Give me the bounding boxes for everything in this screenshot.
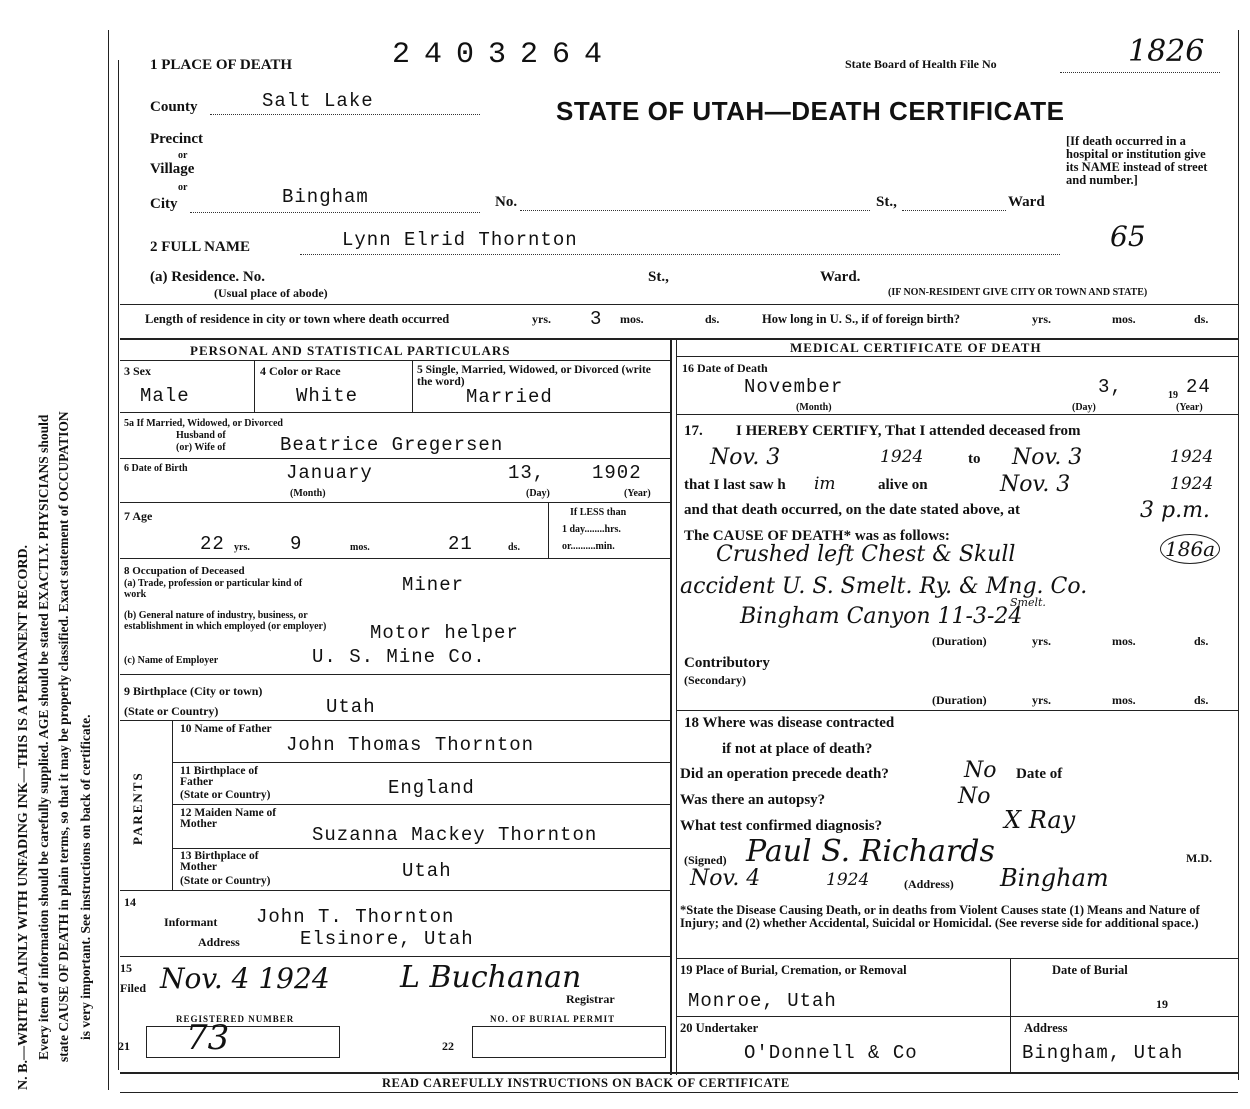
- length-residence-months: 3: [590, 308, 603, 330]
- full-name-value: Lynn Elrid Thornton: [342, 229, 578, 251]
- marital-value: Married: [466, 386, 553, 408]
- industry-label: (b) General nature of industry, business, or establishment in which employed (or employer): [124, 610, 327, 632]
- attended-to: Nov. 3: [1012, 445, 1083, 470]
- dob-day: 13,: [508, 462, 546, 484]
- certify-text: I HEREBY CERTIFY, That I attended deceased from: [736, 423, 1081, 439]
- sex-value: Male: [140, 385, 190, 407]
- mother-birthplace-value: Utah: [402, 860, 452, 882]
- hospital-note: [If death occurred in a hospital or institution give its NAME instead of street and number.]: [1066, 134, 1208, 187]
- personal-header: PERSONAL AND STATISTICAL PARTICULARS: [190, 343, 511, 358]
- parents-label: PARENTS: [130, 771, 145, 845]
- autopsy-value: No: [958, 784, 991, 809]
- color-value: White: [296, 385, 359, 407]
- city-value: Bingham: [282, 186, 369, 208]
- father-birthplace-value: England: [388, 777, 475, 799]
- cause-line-3: Bingham Canyon 11-3-24: [740, 604, 1023, 629]
- violent-causes-note: *State the Disease Causing Death, or in deaths from Violent Causes state (1) Means and Nature of Injury; and (2) whether Accidental, Suicidal or Homicidal. (See reverse side for additional space.): [680, 903, 1200, 930]
- state-file-label: State Board of Health File No: [845, 57, 997, 71]
- marital-label: 5 Single, Married, Widowed, or Divorced (write the word): [417, 364, 651, 388]
- burial-place-value: Monroe, Utah: [688, 990, 837, 1012]
- street-no-label: No.: [495, 194, 518, 210]
- place-of-death-label: 1 PLACE OF DEATH: [150, 57, 293, 73]
- precinct-label: Precinct: [150, 131, 204, 147]
- physician-signature: Paul S. Richards: [746, 834, 995, 869]
- city-label: City: [150, 196, 178, 212]
- undertaker-address: Bingham, Utah: [1022, 1042, 1184, 1064]
- how-long-us-label: How long in U. S., if of foreign birth?: [762, 312, 961, 326]
- medical-header: MEDICAL CERTIFICATE OF DEATH: [790, 340, 1042, 355]
- informant-address: Elsinore, Utah: [300, 928, 474, 950]
- county-label: County: [150, 99, 198, 115]
- form-right-border: [1238, 30, 1239, 1080]
- footer-instructions: READ CAREFULLY INSTRUCTIONS ON BACK OF CERTIFICATE: [382, 1076, 790, 1090]
- full-name-label: 2 FULL NAME: [150, 239, 251, 255]
- margin-instruction-3: state CAUSE OF DEATH in plain terms, so that it may be properly classified. Exact statement of OCCUPATION: [56, 411, 71, 1062]
- test-value: X Ray: [1004, 806, 1076, 834]
- nonresident-note: (IF NON-RESIDENT GIVE CITY OR TOWN AND STATE): [888, 287, 1148, 298]
- mother-value: Suzanna Mackey Thornton: [312, 824, 598, 846]
- occupation-value: Miner: [402, 574, 465, 596]
- undertaker-value: O'Donnell & Co: [744, 1042, 918, 1064]
- spouse-value: Beatrice Gregersen: [280, 434, 504, 456]
- operation-value: No: [964, 758, 997, 783]
- birthplace-value: Utah: [326, 696, 376, 718]
- informant-value: John T. Thornton: [256, 906, 455, 928]
- left-margin-rule: [108, 30, 109, 1090]
- occupation-label: (a) Trade, profession or particular kind of work: [124, 578, 303, 600]
- father-value: John Thomas Thornton: [286, 734, 535, 756]
- street-label: St.,: [876, 194, 897, 210]
- certificate-title: STATE OF UTAH—DEATH CERTIFICATE: [556, 96, 1065, 126]
- form-left-border: [118, 60, 119, 1070]
- filed-date: Nov. 4 1924: [160, 962, 330, 995]
- cause-code: 186a: [1160, 534, 1220, 564]
- industry-value: Motor helper: [370, 622, 519, 644]
- dob-year: 1902: [592, 462, 642, 484]
- death-day: 3,: [1098, 376, 1123, 398]
- county-value: Salt Lake: [262, 90, 374, 112]
- registered-number: 73: [186, 1018, 230, 1058]
- signature-address: Bingham: [1000, 864, 1109, 892]
- margin-instruction-2: Every item of information should be carefully supplied. AGE should be stated EXACTLY. PHYSICIANS should: [36, 414, 51, 1060]
- age-days: 21: [448, 533, 473, 555]
- age-years: 22: [200, 533, 225, 555]
- death-month: November: [744, 376, 844, 398]
- certificate-number: 2403264: [392, 38, 617, 72]
- age-months: 9: [290, 533, 303, 555]
- signature-date: Nov. 4: [690, 866, 761, 891]
- registrar-signature: L Buchanan: [400, 960, 582, 995]
- usual-abode-label: (Usual place of abode): [214, 286, 328, 300]
- ward-handwritten: 65: [1110, 220, 1146, 253]
- margin-instruction-4: is very important. See instructions on back of certificate.: [78, 714, 93, 1040]
- ward-label: Ward: [1008, 194, 1045, 210]
- state-file-number: 1826: [1128, 34, 1205, 69]
- residence-label: (a) Residence. No.: [150, 269, 265, 285]
- employer-value: U. S. Mine Co.: [312, 646, 486, 668]
- death-time: 3 p.m.: [1140, 498, 1210, 523]
- registered-number-box: [146, 1026, 340, 1058]
- village-label: Village: [150, 161, 195, 177]
- length-residence-label: Length of residence in city or town where death occurred: [145, 312, 450, 326]
- attended-from: Nov. 3: [710, 445, 781, 470]
- cause-line-2: accident U. S. Smelt. Ry. & Mng. Co.: [680, 574, 1088, 599]
- alive-on: Nov. 3: [1000, 472, 1071, 497]
- burial-permit-box: [472, 1026, 666, 1058]
- death-year: 24: [1186, 376, 1211, 398]
- dob-month: January: [286, 462, 373, 484]
- margin-instruction-1: N. B.—WRITE PLAINLY WITH UNFADING INK—THIS IS A PERMANENT RECORD.: [16, 544, 31, 1090]
- cause-line-1: Crushed left Chest & Skull: [716, 542, 1016, 567]
- center-divider: [670, 340, 672, 1075]
